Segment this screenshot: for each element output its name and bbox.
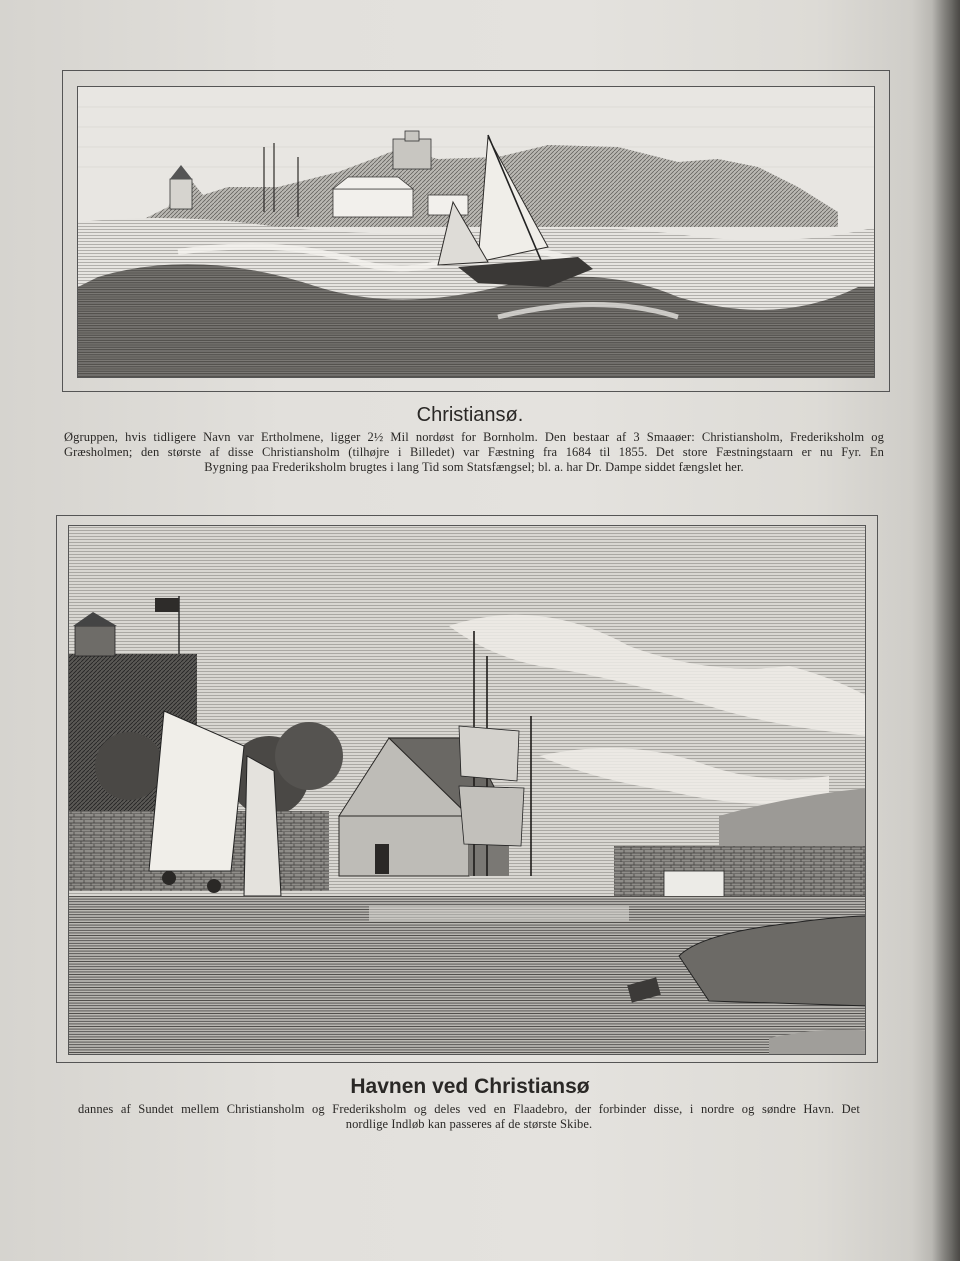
- plate-1-caption-line: Øgruppen, hvis tidligere Navn var Ertholmene, ligger 2½ Mil nordøst for Bornholm. Den bestaar af 3 Smaaøer: Christiansholm, Frederiksholm og: [64, 430, 884, 444]
- plate-2-caption-line: nordlige Indløb kan passeres af de største Skibe.: [345, 1117, 593, 1131]
- plate-2-caption-line: dannes af Sundet mellem Christiansholm og Frederiksholm og deles ved en Flaadebro, der forbinder disse, i nordre og søndre Havn. Det: [78, 1102, 860, 1116]
- plate-1-engraving: [77, 86, 875, 378]
- plate-2-caption: [78, 1102, 860, 1132]
- plate-2-engraving: [68, 525, 866, 1055]
- plate-2-title: Havnen ved Christiansø: [350, 1075, 590, 1098]
- harbour-engraving: [69, 526, 866, 1055]
- plate-1-caption-line: Bygning paa Frederiksholm brugtes i lang Tid som Statsfængsel; bl. a. har Dr. Dampe siddet fængslet her.: [204, 460, 744, 474]
- plate-1-caption: [64, 430, 884, 475]
- page-edge-shadow: [932, 0, 960, 1261]
- christianso-island-engraving: [78, 87, 875, 378]
- plate-1-title: Christiansø.: [416, 404, 524, 426]
- plate-1-caption-line: Græsholmen; den største af disse Christiansholm (tilhøjre i Billedet) var Fæstning fra 1684 til 1855. Det store Fæstningstaarn er nu Fyr. En: [64, 445, 884, 459]
